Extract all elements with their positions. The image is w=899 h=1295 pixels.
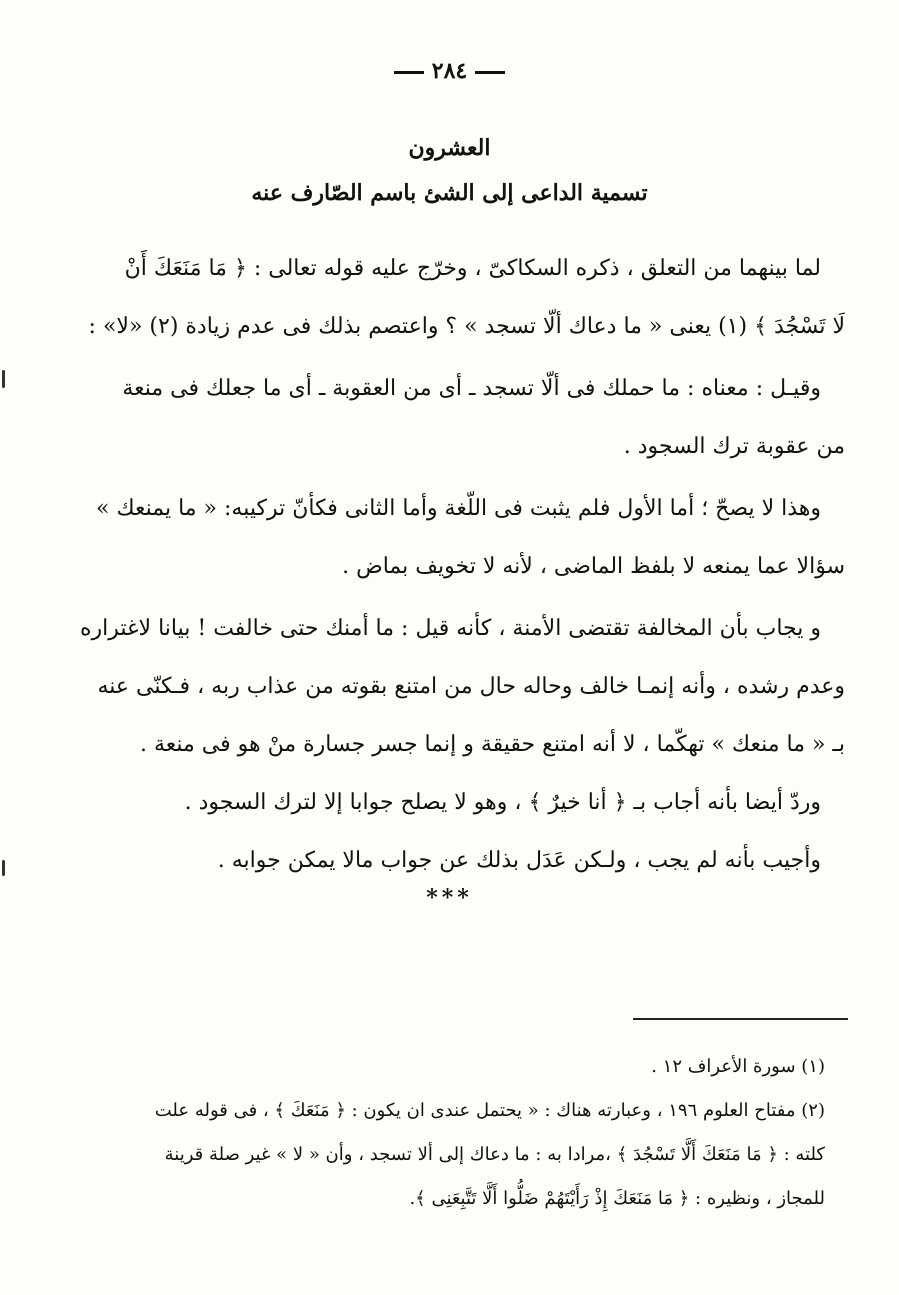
footnotes [105, 1045, 825, 1221]
footnote-divider [633, 1018, 848, 1020]
section-separator: *** [426, 885, 473, 911]
text-line: وهذا لا يصحّ ؛ أما الأول فلم يثبت فى اللّغة وأما الثانى فكأنّ تركيبه: « ما يمنعك » [95, 496, 821, 521]
page-number-text: ٢٨٤ [431, 58, 468, 84]
paragraph-3 [95, 480, 845, 596]
chapter-subtitle: تسمية الداعى إلى الشئ باسم الصّارف عنه [251, 180, 648, 206]
body-text [79, 240, 845, 890]
footnote-line: (١) سورة الأعراف ١٢ . [651, 1056, 825, 1077]
page-number-dash-left [394, 71, 424, 74]
footnote-line: (٢) مفتاح العلوم ١٩٦ ، وعبارته هناك : « يحتمل عندى ان يكون : ﴿ مَنَعَكَ ﴾ ، فى قوله علت [154, 1100, 825, 1121]
scan-edge-mark [2, 370, 5, 388]
text-line: لما بينهما من التعلق ، ذكره السكاكىّ ، وخرّج عليه قوله تعالى : ﴿ مَا مَنَعَكَ أَنْ [124, 256, 821, 281]
text-line: سؤالا عما يمنعه لا بلفظ الماضى ، لأنه لا تخويف بماض . [342, 554, 845, 579]
paragraph-4 [79, 600, 845, 774]
chapter-title: العشرون [408, 135, 491, 161]
text-line: وقيـل : معناه : ما حملك فى ألّا تسجد ـ أى من العقوبة ـ أى ما جعلك فى منعة [122, 376, 821, 401]
footnote-line: للمجاز ، ونظيره : ﴿ مَا مَنَعَكَ إِذْ رَأَيْتَهُمْ ضَلُّوا أَلَّا تَتَّبِعَنِى ﴾. [409, 1188, 825, 1209]
paragraph-6 [100, 832, 845, 890]
text-line: لَا تَسْجُدَ ﴾ (١) يعنى « ما دعاك ألّا تسجد » ؟ واعتصم بذلك فى عدم زيادة (٢) «لا» : [88, 314, 845, 339]
text-line: من عقوبة ترك السجود . [623, 434, 845, 459]
footnote-line: كلته : ﴿ مَا مَنَعَكَ أَلَّا تَسْجُدَ ﴾ ،مرادا به : ما دعاك إلى ألا تسجد ، وأن « لا » غير صلة قرينة [164, 1144, 825, 1165]
text-line: بـ « ما منعك » تهكّما ، لا أنه امتنع حقيقة و إنما جسر جسارة منْ هو فى منعة . [139, 732, 845, 757]
page-number [0, 58, 899, 84]
text-line: وردّ أيضا بأنه أجاب بـ ﴿ أنا خيرٌ ﴾ ، وهو لا يصلح جوابا إلا لترك السجود . [184, 790, 821, 815]
page-number-dash-right [475, 71, 505, 74]
scan-edge-mark [2, 860, 5, 876]
text-line: وأجيب بأنه لم يجب ، ولـكن عَدَل بذلك عن جواب مالا يمكن جوابه . [217, 848, 821, 873]
text-line: و يجاب بأن المخالفة تقتضى الأمنة ، كأنه قيل : ما أمنك حتى خالفت ! بيانا لاغتراره [79, 616, 821, 641]
paragraph-1 [88, 240, 845, 356]
paragraph-5 [100, 774, 845, 832]
text-line: وعدم رشده ، وأنه إنمـا خالف وحاله حال من امتنع بقوته من عذاب ربه ، فـكنّى عنه [97, 674, 845, 699]
paragraph-2 [100, 360, 845, 476]
